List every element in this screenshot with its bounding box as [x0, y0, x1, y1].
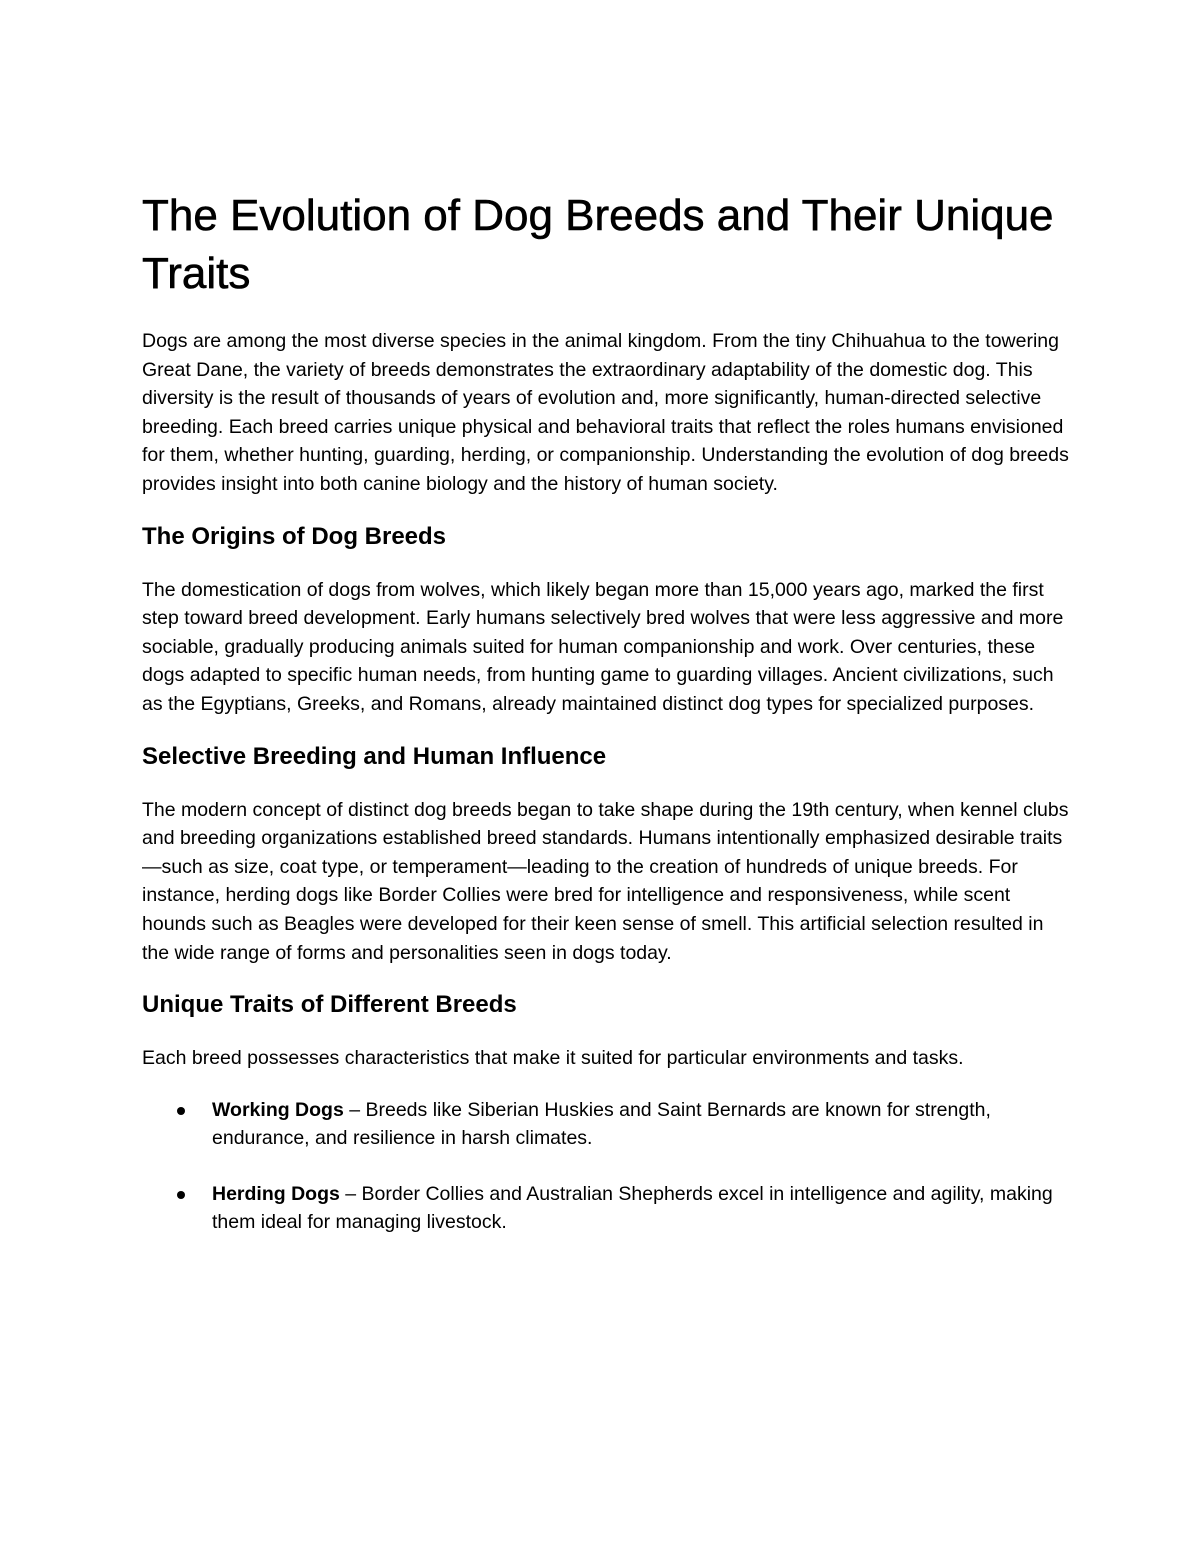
trait-description: – Border Collies and Australian Shepherds excel in intelligence and agility, making them ideal for managing livestock. [212, 1182, 1053, 1234]
section-body-selective-breeding: The modern concept of distinct dog breeds began to take shape during the 19th century, when kennel clubs and breeding organizations established breed standards. Humans intentionally emphasized desirable traits—such as size, coat type, or temperament—leading to the creation of hundreds of unique breeds. For instance, herding dogs like Border Collies were bred for intelligence and responsiveness, while scent hounds such as Beagles were developed for their keen sense of smell. This artificial selection resulted in the wide range of forms and personalities seen in dogs today. [142, 798, 1069, 964]
section-body-unique-traits: Each breed possesses characteristics that make it suited for particular environments and tasks. [142, 1047, 964, 1070]
list-item [142, 1096, 1072, 1153]
list-item [142, 1180, 1072, 1237]
trait-description: – Breeds like Siberian Huskies and Saint Bernards are known for strength, endurance, and resilience in harsh climates. [212, 1098, 991, 1150]
intro-paragraph: Dogs are among the most diverse species in the animal kingdom. From the tiny Chihuahua to the towering Great Dane, the variety of breeds demonstrates the extraordinary adaptability of the domestic dog. This diversity is the result of thousands of years of evolution and, more significantly, human-directed selective breeding. Each breed carries unique physical and behavioral traits that reflect the roles humans envisioned for them, whether hunting, guarding, herding, or companionship. Understanding the evolution of dog breeds provides insight into both canine biology and the history of human society. [142, 330, 1069, 495]
traits-list [142, 1096, 1072, 1237]
bullet-icon [177, 1107, 185, 1115]
section-heading-origins: The Origins of Dog Breeds [142, 522, 447, 550]
section-heading-selective-breeding: Selective Breeding and Human Influence [142, 742, 607, 770]
trait-term: Working Dogs [212, 1098, 344, 1121]
bullet-icon [177, 1191, 185, 1199]
trait-term: Herding Dogs [212, 1182, 340, 1205]
document-title: The Evolution of Dog Breeds and Their Unique Traits [142, 191, 1054, 298]
section-body-origins: The domestication of dogs from wolves, which likely began more than 15,000 years ago, marked the first step toward breed development. Early humans selectively bred wolves that were less aggressive and more sociable, gradually producing animals suited for human companionship and work. Over centuries, these dogs adapted to specific human needs, from hunting game to guarding villages. Ancient civilizations, such as the Egyptians, Greeks, and Romans, already maintained distinct dog types for specialized purposes. [142, 578, 1064, 715]
document-page [142, 187, 1072, 1264]
section-heading-unique-traits: Unique Traits of Different Breeds [142, 991, 517, 1019]
